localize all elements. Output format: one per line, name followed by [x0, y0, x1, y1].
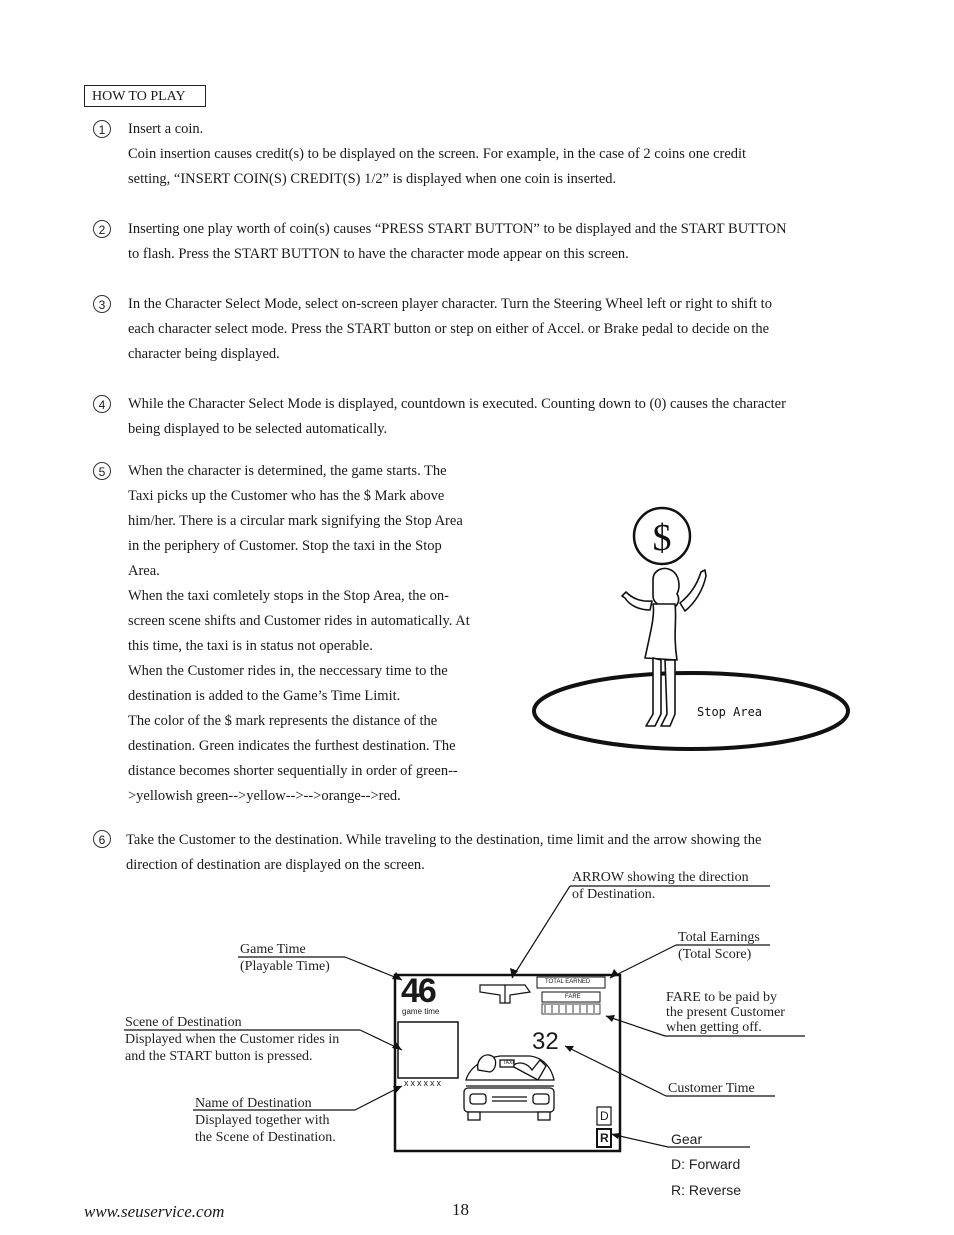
taxi-sign: TAXI: [503, 1060, 514, 1066]
gear-r-indicator: R: [600, 1131, 609, 1145]
step-1-text: Insert a coin. Coin insertion causes credit(s) to be displayed on the screen. For example, in the case of 2 coins one credit setting, “INSERT COIN(S) CREDIT(S) 1/2” is displayed when one coin is inserted.: [128, 121, 747, 187]
dollar-mark-icon: $: [652, 517, 672, 559]
game-time-value: 46: [401, 972, 435, 1010]
scene-of-destination-label: Scene of Destination Displayed when the Customer rides in and the START button is pressed.: [125, 1015, 340, 1064]
page-number: 18: [452, 1200, 469, 1219]
fare-label: FARE to be paid by the present Customer when getting off.: [666, 990, 785, 1035]
step-number-3: 3: [93, 295, 111, 313]
step-6-text: Take the Customer to the destination. While traveling to the destination, time limit and the arrow showing the direction of destination are displayed on the screen.: [126, 832, 762, 873]
section-heading: HOW TO PLAY: [84, 85, 206, 107]
destination-name-value: xxxxxx: [404, 1078, 443, 1088]
step-number-4: 4: [93, 395, 111, 413]
name-of-destination-label: Name of Destination Displayed together with the Scene of Destination.: [195, 1096, 336, 1145]
step-number-5: 5: [93, 462, 111, 480]
gear-d-indicator: D: [600, 1109, 609, 1123]
customer-time-value: 32: [532, 1028, 559, 1055]
gear-label: Gear: [671, 1131, 703, 1147]
stop-area-label: Stop Area: [697, 705, 763, 719]
total-earnings-label: Total Earnings (Total Score): [678, 930, 760, 962]
game-time-label: Game Time (Playable Time): [240, 942, 330, 974]
gear-r-label: R: Reverse: [671, 1182, 742, 1198]
customer-icon: [622, 568, 706, 726]
step-number-2: 2: [93, 220, 111, 238]
game-time-caption: game time: [402, 1007, 440, 1016]
gear-d-label: D: Forward: [671, 1156, 741, 1172]
step-3-text: In the Character Select Mode, select on-screen player character. Turn the Steering Wheel left or right to shift to each character select mode. Press the START button or step on either of Accel. or Brake pedal to decide on the character being displayed.: [128, 296, 772, 362]
customer-time-label: Customer Time: [668, 1081, 755, 1096]
step-number-6: 6: [93, 830, 111, 848]
customer-stop-area-figure: [525, 500, 860, 760]
destination-scene-box: [398, 1022, 458, 1078]
step-2-text: Inserting one play worth of coin(s) causes “PRESS START BUTTON” to be displayed and the START BUTTON to flash. Press the START BUTTON to have the character mode appear on this screen.: [128, 221, 787, 262]
fare-caption: FARE: [565, 994, 581, 1000]
footer-url: www.seuservice.com: [84, 1202, 225, 1221]
step-4-text: While the Character Select Mode is displayed, countdown is executed. Counting down to (0) causes the character being displayed to be selected automatically.: [128, 396, 786, 437]
step-number-1: 1: [93, 120, 111, 138]
step-5-text: When the character is determined, the game starts. The Taxi picks up the Customer who has the $ Mark above him/her. There is a circular mark signifying the Stop Area in the periphery of Customer. Stop the taxi in the Stop Area. When the taxi comletely stops in the Stop Area, the on- screen scene shifts and Customer rides in automatically. At this time, the taxi is in status not operable. When the Customer rides in, the neccessary time to the destination is added to the Game’s Time Limit. The color of the $ mark represents the distance of the destination. Green indicates the furthest destination. The distance becomes shorter sequentially in order of green-- >yellowish green-->yellow-->-->orange-->red.: [128, 463, 470, 804]
total-earned-caption: TOTAL EARNED: [545, 979, 591, 985]
arrow-label: ARROW showing the direction of Destination.: [572, 870, 749, 902]
stop-area-ellipse: [534, 673, 848, 749]
